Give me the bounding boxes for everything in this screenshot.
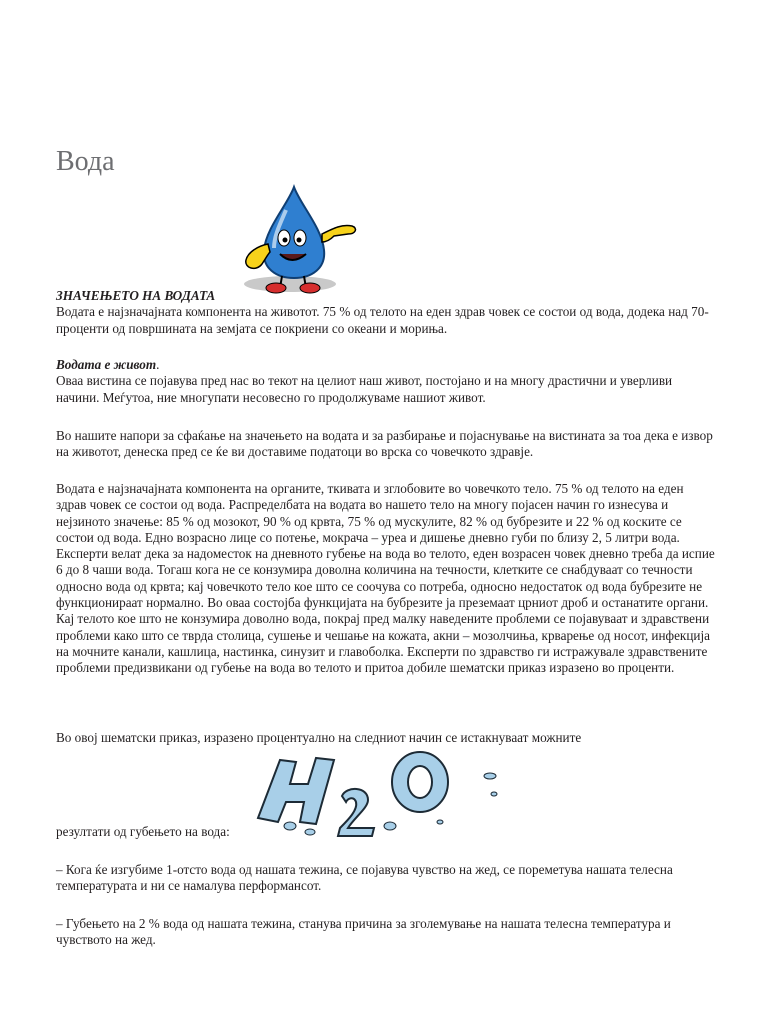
paragraph-6: – Кога ќе изгубиме 1-отсто вода од нашата тежина, се појавува чувство на жед, се пореметува нашата телесна температурата и ни се намалува перформансот.	[56, 862, 673, 894]
water-is-life-paragraph	[56, 357, 716, 406]
intro-paragraph	[56, 288, 716, 337]
intro-text: Водата е најзначајната компонента на животот. 75 % од телото на еден здрав човек се состои од вода, додека над 70-проценти од површината на земјата се покриени со океани и морињa.	[56, 304, 709, 336]
paragraph-2: Оваа вистина се појавува пред нас во текот на целиот наш живот, постојано и на многу драстични и уверливи начини. Меѓутоа, ние многупати несовесно го продолжуваме нашиот живот.	[56, 373, 673, 405]
paragraph-3: Во нашите напори за сфаќање на значењето на водата и за разбирање и појаснување на вистината за тоа дека е извор на животот, денеска пред се ќе ви доставиме податоци во врска со човечкото здравје.	[56, 428, 713, 460]
paragraph-5-start: Во овој шематски приказ, изразено процентуално на следниот начин се истакнуваат можните	[56, 730, 582, 745]
paragraph-4: Водата е најзначајната компонента на органите, ткивата и зглобовите во човечкото тело. 75 % од телото на еден здрав човек се состои од вода. Распределбата на водата во нашето тело на многу појасен начин го изнесува и нејзиното значење: 85 % од мозокот, 90 % од крвта, 75 % од мускулите, 82 % од бубрезите и 22 % од коските се состои од вода. Едно возрасно лице со потење, мокрача – уреа и дишење дневно губи по близу 2, 5 литри вода. Експерти велат дека за надоместок на дневното губење на вода во телото, еден возрасен човек дневно треба да испие 6 до 8 чаши вода. Тогаш кога не се конзумира доволна количина на течности, клетките се снабдуваат со течности односно вода од крвта; кај човечкото тело кое што се соочува со потреба, односно недостаток од вода бубрезите не функционираат нормално. Во оваа состојба функцијата на бубрезите ја преземаат црниот дроб и останатите органи. Кај телото кое што не конзумира доволно вода, покрај пред малку наведените проблеми се појавуваат и здравствени проблеми како што се тврда столица, сушење и чешање на кожата, акни – мозолчиња, крварење од носот, инфекција на мочните канали, кашлица, настинка, синузит и главоболка. Експерти по здравство ги истражувале здравствените проблеми предизвикани од губење на вода во телото и притоа добиле шематски приказ изразено во проценти.	[56, 481, 715, 676]
paragraph-7: – Губењето на 2 % вода од нашата тежина, станува причина за зголемување на нашата телесна температура и чувството на жед.	[56, 916, 671, 948]
subheading-period: .	[156, 357, 160, 372]
subheading: Водата е живот	[56, 357, 157, 372]
page-title: Вода	[56, 146, 115, 177]
section-heading: ЗНАЧЕЊЕТО НА ВОДАТА	[56, 288, 216, 303]
water-drop-mascot-icon	[238, 184, 362, 296]
paragraph-5-end: резултати од губењето на вода:	[56, 824, 230, 839]
